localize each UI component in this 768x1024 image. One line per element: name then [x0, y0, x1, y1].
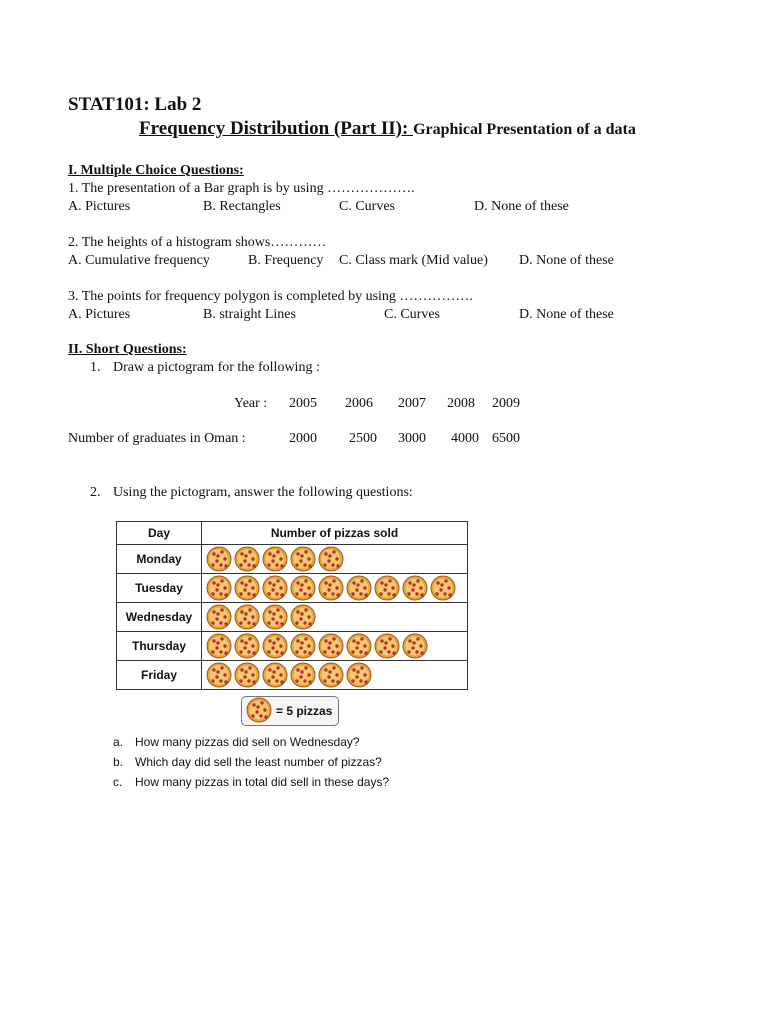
graduates-cell: 2500 [349, 431, 377, 446]
year-label: Year : [234, 396, 268, 411]
graduates-cell: 3000 [398, 431, 426, 446]
pictogram-body [117, 544, 467, 689]
year-cell: 2006 [345, 396, 373, 411]
pizza-icon [206, 662, 232, 688]
pizza-icon [290, 546, 316, 572]
year-cell: 2009 [492, 396, 520, 411]
pictogram-icons [202, 545, 467, 573]
pizza-icon [318, 546, 344, 572]
pizza-icon [318, 662, 344, 688]
short-q2-text: Using the pictogram, answer the following questions: [113, 485, 413, 500]
pizza-icon [262, 575, 288, 601]
pictogram-row [117, 573, 467, 602]
q3-option-a: A. Pictures [68, 307, 131, 322]
pizza-icon [234, 604, 260, 630]
pizza-icon [234, 575, 260, 601]
pictogram-header-row [117, 522, 467, 544]
pizza-icon [234, 546, 260, 572]
year-cell: 2007 [398, 396, 426, 411]
pizza-icon [402, 633, 428, 659]
pizza-icon [206, 633, 232, 659]
pictogram-icons [202, 574, 467, 602]
pizza-icon [262, 546, 288, 572]
pizza-icon [262, 633, 288, 659]
pictogram-icons [202, 632, 467, 660]
pizza-icon [346, 575, 372, 601]
year-cell: 2005 [289, 396, 317, 411]
lab-title: STAT101: Lab 2 [68, 94, 202, 115]
q1-option-d: D. None of these [474, 199, 569, 214]
question-2-text: 2. The heights of a histogram shows………… [68, 235, 327, 250]
pizza-icon [246, 697, 272, 726]
subq-a-text: How many pizzas did sell on Wednesday? [135, 735, 360, 749]
pictogram-row [117, 544, 467, 573]
q3-option-d: D. None of these [519, 307, 614, 322]
pizza-icon [234, 633, 260, 659]
pizza-icon [290, 662, 316, 688]
q3-option-b: B. straight Lines [203, 307, 296, 322]
q2-option-a: A. Cumulative frequency [68, 253, 210, 268]
pictogram-day-label: Wednesday [117, 603, 202, 631]
pizza-icon [318, 575, 344, 601]
pictogram-row [117, 660, 467, 689]
short-q1-text: Draw a pictogram for the following : [113, 360, 320, 375]
pictogram-col-day: Day [117, 522, 202, 544]
pizza-icon [206, 604, 232, 630]
pictogram-key [241, 696, 339, 726]
q1-option-b: B. Rectangles [203, 199, 281, 214]
pictogram-day-label: Tuesday [117, 574, 202, 602]
pizza-icon [374, 575, 400, 601]
short-q2-number: 2. [90, 485, 101, 500]
pictogram-row [117, 602, 467, 631]
year-cell: 2008 [447, 396, 475, 411]
subq-b-text: Which day did sell the least number of pizzas? [135, 755, 382, 769]
pizza-icon [206, 575, 232, 601]
pizza-icon [262, 604, 288, 630]
pizza-icon [402, 575, 428, 601]
pizza-icon [346, 662, 372, 688]
graduates-cell: 4000 [451, 431, 479, 446]
q2-option-d: D. None of these [519, 253, 614, 268]
graduates-label: Number of graduates in Oman : [68, 431, 246, 446]
pizza-icon [430, 575, 456, 601]
pizza-icon [290, 604, 316, 630]
page-title [139, 118, 636, 140]
q2-option-c: C. Class mark (Mid value) [339, 253, 488, 268]
question-1-text: 1. The presentation of a Bar graph is by using ………………. [68, 181, 415, 196]
short-q1-number: 1. [90, 360, 101, 375]
pictogram-day-label: Thursday [117, 632, 202, 660]
pizza-icon [234, 662, 260, 688]
subq-c-label: c. [113, 775, 123, 789]
pictogram-day-label: Monday [117, 545, 202, 573]
title-subtopic: Graphical Presentation of a data [413, 121, 636, 138]
title-topic: Frequency Distribution (Part II): [139, 118, 414, 139]
subq-c-text: How many pizzas in total did sell in these days? [135, 775, 390, 789]
pictogram-row [117, 631, 467, 660]
pizza-icon [290, 575, 316, 601]
pictogram-col-count: Number of pizzas sold [270, 526, 399, 540]
subq-a-label: a. [113, 735, 124, 749]
pizza-icon [318, 633, 344, 659]
graduates-cell: 6500 [492, 431, 520, 446]
pictogram-icons [202, 603, 467, 631]
question-3-text: 3. The points for frequency polygon is completed by using ……………. [68, 289, 473, 304]
pictogram-icons [202, 661, 467, 689]
pizza-icon [206, 546, 232, 572]
pizza-icon [290, 633, 316, 659]
q1-option-a: A. Pictures [68, 199, 131, 214]
pictogram-key-text: = 5 pizzas [276, 704, 333, 718]
q1-option-c: C. Curves [339, 199, 395, 214]
pictogram-day-label: Friday [117, 661, 202, 689]
pizza-icon [346, 633, 372, 659]
q3-option-c: C. Curves [384, 307, 440, 322]
section-heading-mcq: I. Multiple Choice Questions: [68, 163, 244, 178]
pictogram-table [116, 521, 468, 690]
pizza-icon [374, 633, 400, 659]
section-heading-short: II. Short Questions: [68, 342, 187, 357]
pizza-icon [262, 662, 288, 688]
subq-b-label: b. [113, 755, 124, 769]
graduates-cell: 2000 [289, 431, 317, 446]
q2-option-b: B. Frequency [248, 253, 324, 268]
